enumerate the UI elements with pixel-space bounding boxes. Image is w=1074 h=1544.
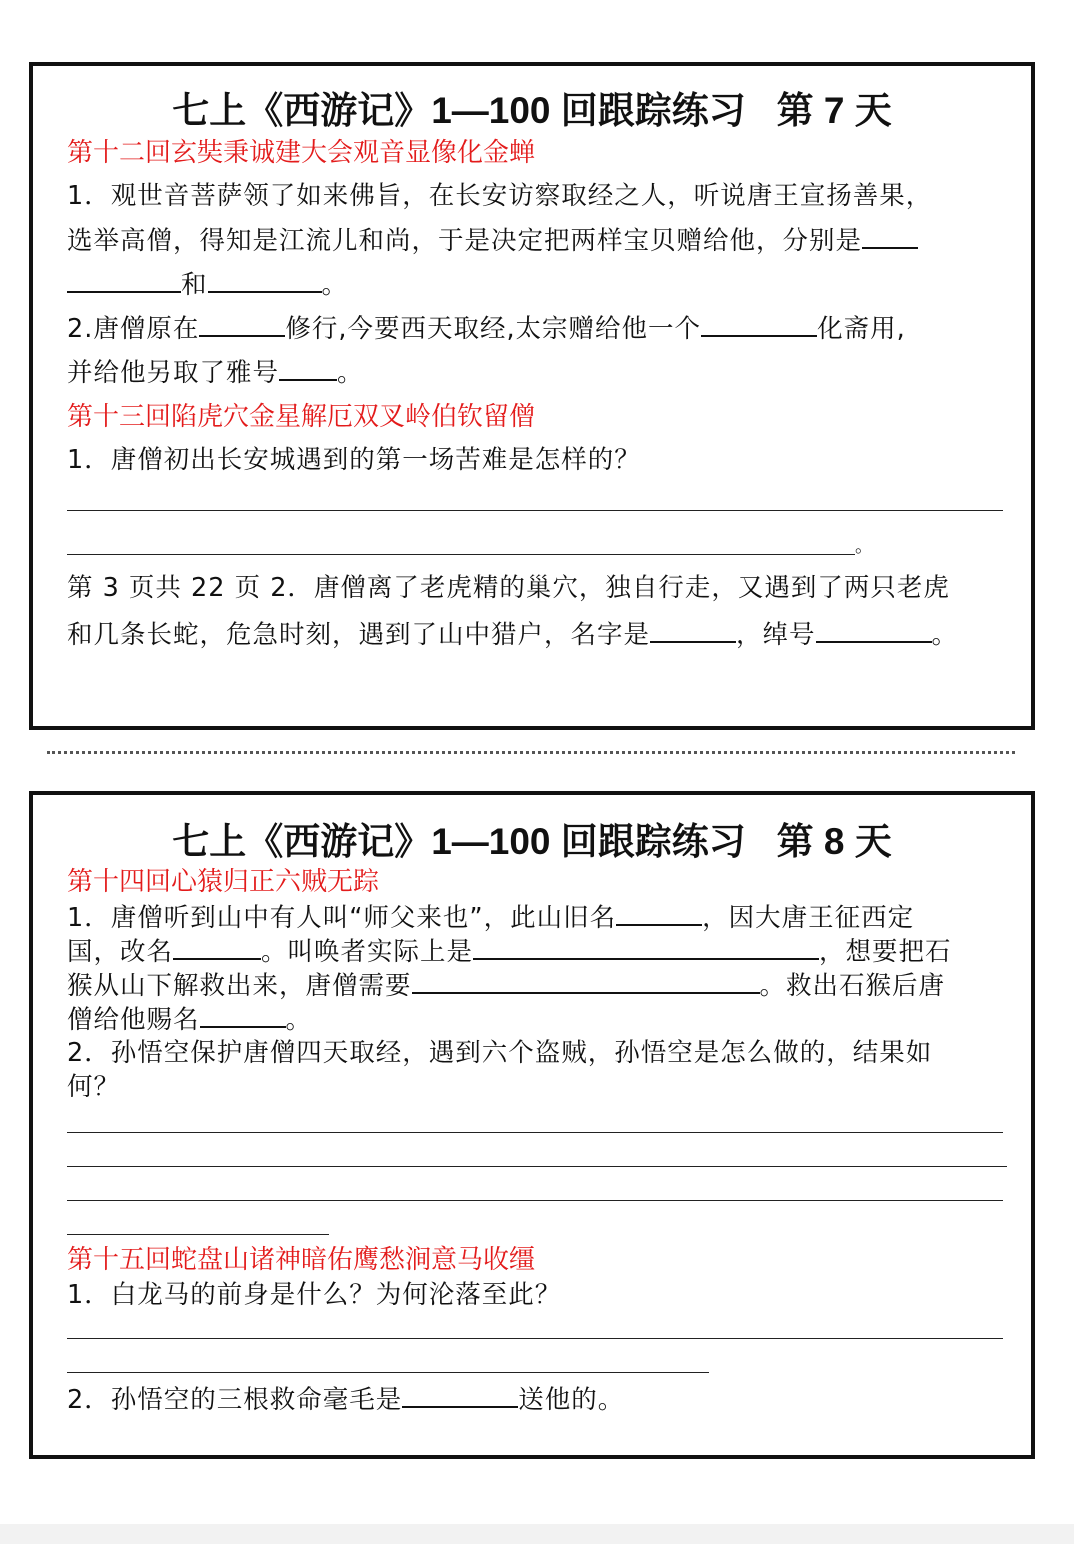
period-mark: 。	[855, 536, 874, 557]
answer-blank[interactable]	[67, 264, 181, 293]
question-text: 何？	[67, 1072, 121, 1102]
question-line	[67, 264, 348, 301]
answer-blank[interactable]	[200, 999, 286, 1028]
question-line	[67, 220, 918, 257]
question-text: 。	[285, 1004, 313, 1035]
question-text: ，想要把石	[819, 936, 952, 967]
question-text: 猴从山下解救出来，唐僧需要	[67, 970, 412, 1001]
question-text: 国，改名	[67, 936, 174, 967]
question-text: 2.唐僧原在	[67, 313, 200, 344]
question-line	[67, 999, 312, 1036]
question-text: 1．观世音菩萨领了如来佛旨，在长安访察取经之人，听说唐王宣扬善果，	[67, 181, 933, 211]
question-text: 化斋用,	[817, 313, 906, 344]
question-line	[67, 308, 906, 345]
question-line	[67, 965, 945, 1002]
question-text: 。	[321, 269, 349, 300]
question-text: 和几条长蛇，危急时刻，遇到了山中猎户，名字是	[67, 619, 651, 650]
question-text: 并给他另取了雅号	[67, 357, 280, 388]
bottom-bar	[0, 1524, 1074, 1544]
card-title: 七上《西游记》1—100 回跟踪练习 第 7 天	[172, 90, 892, 131]
question-text: 修行,今要西天取经,太宗赠给他一个	[285, 313, 702, 344]
question-text: 送他的。	[518, 1384, 625, 1415]
card-title: 七上《西游记》1—100 回跟踪练习 第 8 天	[172, 821, 892, 862]
question-text: 1．唐僧听到山中有人叫“师父来也”，此山旧名	[67, 902, 617, 933]
question-line	[67, 352, 364, 389]
answer-line[interactable]	[67, 554, 855, 555]
question-text: ，因大唐王征西定	[702, 902, 915, 933]
question-text: 选举高僧，得知是江流儿和尚，于是决定把两样宝贝赠给他，分别是	[67, 225, 863, 256]
answer-line[interactable]	[67, 1132, 1003, 1133]
answer-blank[interactable]	[199, 308, 285, 337]
question-text: 2．孙悟空的三根救命毫毛是	[67, 1384, 403, 1415]
question-line	[67, 614, 958, 651]
chapter-heading: 第十五回蛇盘山诸神暗佑鹰愁涧意马收缰	[67, 1245, 536, 1275]
answer-blank[interactable]	[473, 931, 819, 960]
answer-blank[interactable]	[616, 897, 702, 926]
question-text: 。叫唤者实际上是	[261, 936, 474, 967]
question-line	[67, 1379, 624, 1416]
answer-line[interactable]	[67, 1372, 709, 1373]
answer-line[interactable]	[67, 510, 1003, 511]
answer-line[interactable]	[67, 1200, 1003, 1201]
question-text: 僧给他赐名	[67, 1004, 200, 1035]
question-text: 第 3 页共 22 页 2．唐僧离了老虎精的巢穴，独自行走，又遇到了两只老虎	[67, 573, 950, 603]
answer-blank[interactable]	[862, 220, 918, 249]
question-text: 1．唐僧初出长安城遇到的第一场苦难是怎样的？	[67, 445, 641, 475]
question-text: ，绰号	[736, 619, 816, 650]
question-text: 。	[337, 357, 364, 388]
worksheet-card-day-8	[29, 791, 1035, 1459]
answer-line[interactable]	[67, 1234, 329, 1235]
question-line	[67, 897, 914, 934]
answer-blank[interactable]	[412, 965, 760, 994]
answer-blank[interactable]	[402, 1379, 518, 1408]
answer-line[interactable]	[67, 1338, 1003, 1339]
chapter-heading: 第十二回玄奘秉诚建大会观音显像化金蝉	[67, 138, 536, 168]
question-text: 。救出石猴后唐	[759, 970, 946, 1001]
question-text: 1．白龙马的前身是什么？为何沦落至此？	[67, 1280, 562, 1310]
answer-line[interactable]	[67, 1166, 1007, 1167]
question-text: 和	[181, 269, 208, 300]
question-line	[67, 931, 952, 968]
chapter-heading: 第十三回陷虎穴金星解厄双叉岭伯钦留僧	[67, 402, 536, 432]
answer-blank[interactable]	[173, 931, 261, 960]
question-text: 2．孙悟空保护唐僧四天取经，遇到六个盗贼，孙悟空是怎么做的，结果如	[67, 1038, 933, 1068]
answer-blank[interactable]	[701, 308, 817, 337]
answer-blank[interactable]	[208, 264, 322, 293]
dotted-separator	[47, 751, 1015, 754]
answer-blank[interactable]	[279, 352, 337, 381]
chapter-heading: 第十四回心猿归正六贼无踪	[67, 867, 380, 897]
answer-blank[interactable]	[650, 614, 736, 643]
worksheet-card-day-7	[29, 62, 1035, 730]
question-text: 。	[931, 619, 959, 650]
answer-blank[interactable]	[816, 614, 932, 643]
